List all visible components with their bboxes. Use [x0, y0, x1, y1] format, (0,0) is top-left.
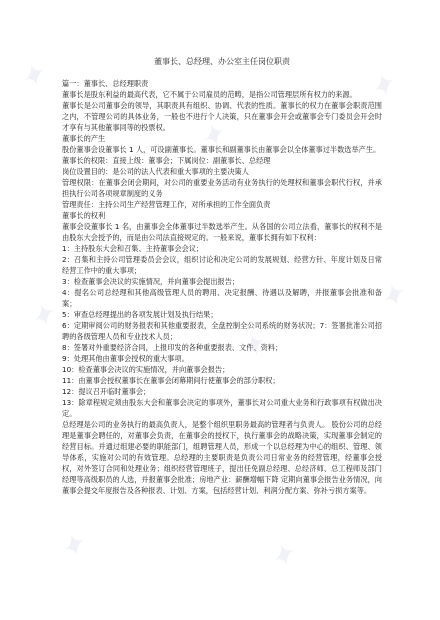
paragraph: 董事长的产生: [62, 134, 106, 143]
paragraph: 管理权限：在董事会闭会期间，对公司的重要业务活动有业务执行的处理权和董事会职代行权，并承担执行公司各项规章制度的义务: [62, 178, 382, 198]
paragraph: 董事长的权限：直接上级：董事会；下属岗位：副董事长、总经理: [62, 156, 271, 165]
watermark-mark: ✦: [12, 56, 53, 99]
watermark-mark: ✦: [192, 116, 233, 159]
paragraph: 6：定期审阅公司的财务报表和其他重要报表，全盘控制全公司系统的财务状况；7：签署批准公司招聘的各级管理人员和专业技术人员；: [62, 321, 382, 341]
paragraph: 管理责任：主持公司生产经营管理工作，对所承担的工作全面负责: [62, 200, 271, 209]
paragraph: 董事长的权利: [62, 211, 106, 220]
paragraph: 2：召集和主持公司管理委员会会议，组织讨论和决定公司的发展规划、经营方针、年度计划及日常经营工作中的重大事项；: [62, 255, 382, 275]
paragraph: 5：审查总经理提出的各项发展计划及执行结果；: [62, 310, 218, 319]
watermark-mark: ✦: [262, 536, 303, 579]
paragraph: 篇一：董事长、总经理职责: [62, 79, 149, 88]
paragraph: 董事会设董事长 1 名，由董事会全体董事过半数选举产生。从各国的公司立法看，董事长的权利不是由股东大会授予的，而是由公司法直接规定的。一般来说，董事长拥有如下权利：: [62, 222, 382, 242]
paragraph: 8：签署对外重要经济合同，上报印发的各种重要报表、文件、资料；: [62, 343, 283, 352]
paragraph: 总经理是公司的业务执行的最高负责人，是整个组织里职务最高的管理者与负责人。 股份公司的总经理是董事会聘任的，对董事会负责，在董事会的授权下，执行董事会的战略决策，实现董事会制定的经营目标。并通过组建必要的职能部门，组聘管理人员，形成一个以总经理为中心的组织、管理、领导体系，实施对公司的有效管理。总经理的主要职责是负责公司日常业务的经营管理，经董事会授权，对外签订合同和处理业务；组织经营管理班子，提出任免副总经理、总经济师、总工程师及部门经理等高级职员的人选，并报董事会批准；房地产业：薪酬增幅下降 定期向董事会报告业务情况，向董事会提交年度报告及各种报表、计划、方案，包括经营计划、利润分配方案、弥补亏损方案等。: [62, 420, 382, 495]
watermark-mark: ✦: [22, 296, 63, 339]
paragraph: 董事长是公司董事会的领导，其职责具有组织、协调、代表的性质。董事长的权力在董事会职责范围之内，不管理公司的具体业务，一般也不进行个人决策，只在董事会开会或董事会专门委员会开会时才享有与其他董事同等的投票权。: [62, 101, 382, 132]
paragraph: 3：检查董事会决议的实施情况，并向董事会提出报告；: [62, 277, 240, 286]
paragraph: 董事长是股东利益的最高代表，它不属于公司雇员的范畴，是指公司管理层所有权力的来源。: [62, 90, 357, 99]
watermark-mark: ✦: [52, 526, 93, 569]
paragraph: 11：由董事会授权董事长在董事会闭幕期间行使董事会的部分职权；: [62, 376, 280, 385]
paragraph: 12：提议召开临时董事会；: [62, 387, 151, 396]
paragraph: 1：主持股东大会和召集、主持董事会会议；: [62, 244, 204, 253]
paragraph: 股份董事会设董事长 1 人，可设副董事长。董事长和副董事长由董事会以全体董事过半数选举产生。: [62, 145, 381, 154]
paragraph: 岗位设置目的：是公司的法人代表和重大事项的主要决策人: [62, 167, 249, 176]
paragraph: 10：检查董事会决议的实施情况，并向董事会报告；: [62, 365, 230, 374]
paragraph: 4：提名公司总经理和其他高级管理人员的聘用、决定报酬、待遇以及解聘，并报董事会批准和备案；: [62, 288, 382, 308]
document-title: 董事长、总经理、办公室主任岗位职责: [154, 57, 290, 66]
paragraph: 9：处理其他由董事会授权的重大事项。: [62, 354, 189, 363]
watermark-mark: ✦: [232, 326, 273, 369]
paragraph: 13：除章程规定须由股东大会和董事会决定的事项外，董事长对公司重大业务和行政事项有权做出决定。: [62, 398, 382, 418]
document-body: [62, 78, 382, 496]
watermark-mark: ✦: [372, 276, 413, 319]
watermark-mark: ✦: [362, 66, 403, 109]
